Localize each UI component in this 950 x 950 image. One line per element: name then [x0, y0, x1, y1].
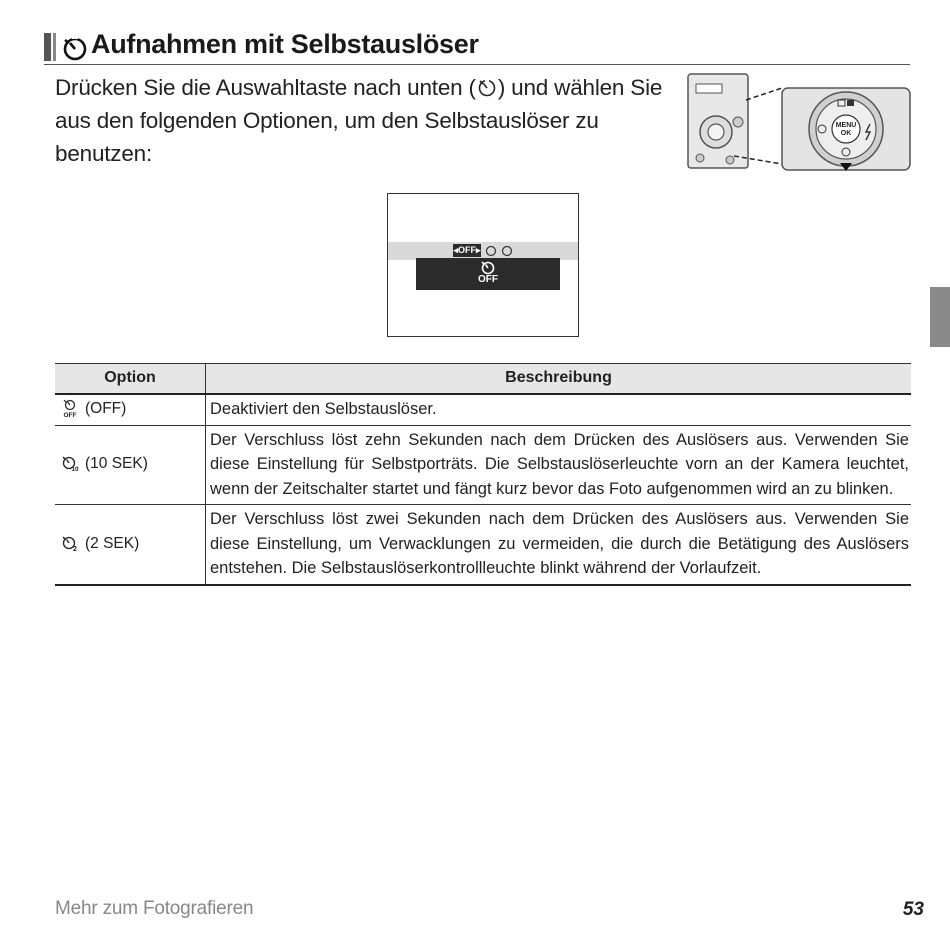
camera-illustration [686, 70, 912, 172]
svg-text:OK: OK [840, 130, 852, 137]
option-cell [55, 505, 206, 585]
chapter-tab [930, 287, 950, 347]
column-header-option: Option [55, 364, 206, 395]
svg-text:MENU: MENU [835, 122, 857, 129]
lcd-off-tag: ◂OFF▸ [453, 245, 481, 255]
intro-text-end: ) und wählen Sie aus den folgenden Optionen, um den Selbstauslöser zu benutzen: [55, 75, 663, 166]
description-cell: Der Verschluss löst zehn Sekunden nach dem Drücken des Auslösers aus. Verwenden Sie diese Einstellung für Selbstporträts. Die Selbstauslöserleuchte vorn an der Kamera leuchtet, wenn der Zeitschalter startet und fängt kurz bevor das Foto aufgenommen wird an zu blinken. [206, 425, 912, 505]
footer-section-title: Mehr zum Fotografieren [55, 898, 254, 919]
self-timer-10s-icon [61, 453, 79, 473]
svg-text:OFF: OFF [63, 412, 77, 418]
option-label: (OFF) [85, 400, 127, 417]
self-timer-icon [476, 76, 498, 98]
option-label: (10 SEK) [85, 455, 148, 472]
self-timer-off-icon [61, 398, 79, 418]
page-title: Aufnahmen mit Selbstauslöser [91, 29, 479, 59]
self-timer-icon [60, 34, 90, 62]
column-header-description: Beschreibung [206, 364, 912, 395]
description-cell: Deaktiviert den Selbstauslöser. [206, 394, 912, 425]
self-timer-icon [479, 259, 497, 275]
self-timer-2s-icon [61, 533, 79, 553]
lcd-panel-label: OFF [478, 274, 498, 285]
section-heading [44, 30, 910, 65]
intro-text-start: Drücken Sie die Auswahltaste nach unten ( [55, 75, 476, 100]
self-timer-options-icon [485, 244, 517, 258]
table-row [55, 425, 911, 505]
page-number: 53 [902, 899, 924, 920]
option-cell [55, 394, 206, 425]
table-row [55, 394, 911, 425]
option-cell [55, 425, 206, 505]
heading-bar-thin [53, 33, 56, 61]
table-header-row [55, 364, 911, 395]
table-row [55, 505, 911, 585]
options-table [55, 363, 911, 586]
svg-text:10: 10 [71, 466, 79, 473]
option-label: (2 SEK) [85, 534, 140, 552]
intro-paragraph [55, 71, 685, 170]
svg-text:2: 2 [73, 545, 77, 553]
lcd-selection-panel [416, 258, 560, 290]
description-cell: Der Verschluss löst zwei Sekunden nach dem Drücken des Auslösers aus. Verwenden Sie diese Einstellung, um Verwacklungen zu vermeiden, die durch die Betätigung des Auslösers entstehen. Die Selbstauslöserkontrollleuchte blinkt während der Vorlaufzeit. [206, 505, 912, 585]
lcd-screen-illustration [387, 193, 579, 337]
heading-bar [44, 33, 51, 61]
